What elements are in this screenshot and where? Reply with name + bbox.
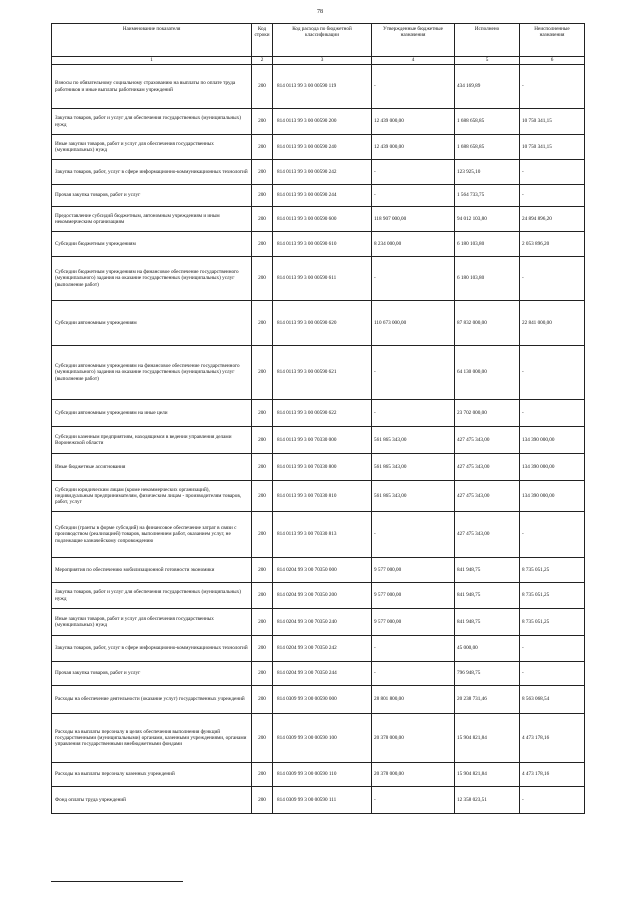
row-unexecuted-amount: - [520, 185, 585, 207]
row-unexecuted-amount: - [520, 512, 585, 558]
row-unexecuted-amount: 10 750 341,15 [520, 109, 585, 135]
row-classification-code: 814 0309 99 3 00 00590 111 [273, 787, 372, 814]
row-name: Прочая закупка товаров, работ и услуг [52, 662, 252, 686]
table-row [52, 636, 585, 662]
row-approved-amount: 561 865 343,00 [372, 454, 455, 481]
row-executed-amount: 427 475 343,00 [455, 454, 520, 481]
row-classification-code: 814 0113 99 3 00 00590 240 [273, 135, 372, 160]
header-unexecuted: Неисполненные назначения [520, 24, 585, 57]
row-classification-code: 814 0113 99 3 00 00590 200 [273, 109, 372, 135]
row-unexecuted-amount: 8 735 051,25 [520, 583, 585, 609]
row-classification-code: 814 0309 99 3 00 00590 000 [273, 686, 372, 714]
row-unexecuted-amount: 8 563 068,54 [520, 686, 585, 714]
column-number: 2 [252, 57, 273, 65]
header-executed: Исполнено [455, 24, 520, 57]
row-approved-amount: 9 577 000,00 [372, 583, 455, 609]
table-row [52, 109, 585, 135]
row-name: Иные бюджетные ассигнования [52, 454, 252, 481]
row-code: 200 [252, 207, 273, 232]
table-row [52, 232, 585, 257]
table-row [52, 400, 585, 427]
row-approved-amount: 110 673 000,00 [372, 301, 455, 346]
row-classification-code: 814 0204 99 3 00 70350 200 [273, 583, 372, 609]
page-number: 78 [317, 9, 323, 15]
row-approved-amount: 28 801 800,00 [372, 686, 455, 714]
row-classification-code: 814 0113 99 3 00 00590 611 [273, 257, 372, 301]
row-executed-amount: 45 000,00 [455, 636, 520, 662]
row-code: 200 [252, 427, 273, 454]
row-name: Предоставление субсидий бюджетным, автономным учреждениям и иным некоммерческим организациям [52, 207, 252, 232]
row-unexecuted-amount: 2 053 896,20 [520, 232, 585, 257]
budget-table [51, 23, 585, 814]
row-unexecuted-amount: 8 735 051,25 [520, 558, 585, 583]
row-approved-amount: - [372, 400, 455, 427]
row-executed-amount: 87 832 000,00 [455, 301, 520, 346]
row-classification-code: 814 0113 99 3 00 70330 800 [273, 454, 372, 481]
table-row [52, 763, 585, 787]
table-row [52, 609, 585, 636]
row-code: 200 [252, 481, 273, 512]
row-code: 200 [252, 583, 273, 609]
row-executed-amount: 123 925,10 [455, 160, 520, 185]
row-classification-code: 814 0309 99 3 00 00590 100 [273, 714, 372, 763]
row-unexecuted-amount: 10 750 341,15 [520, 135, 585, 160]
row-classification-code: 814 0204 99 3 00 70350 240 [273, 609, 372, 636]
row-approved-amount: 9 577 000,00 [372, 558, 455, 583]
table-row [52, 662, 585, 686]
row-unexecuted-amount: 4 473 178,16 [520, 763, 585, 787]
row-code: 200 [252, 714, 273, 763]
row-executed-amount: 1 688 658,85 [455, 135, 520, 160]
row-classification-code: 814 0113 99 3 00 00590 621 [273, 346, 372, 400]
row-name: Взносы по обязательному социальному страхованию на выплаты по оплате труда работников и иные выплаты работникам учреждений [52, 65, 252, 109]
row-unexecuted-amount: 134 390 000,00 [520, 481, 585, 512]
row-executed-amount: 841 948,75 [455, 609, 520, 636]
row-name: Фонд оплаты труда учреждений [52, 787, 252, 814]
row-classification-code: 814 0113 99 3 00 00590 622 [273, 400, 372, 427]
row-approved-amount: 8 234 000,00 [372, 232, 455, 257]
column-number-row [52, 57, 585, 65]
header-name: Наименование показателя [52, 24, 252, 57]
row-classification-code: 814 0113 99 3 00 00590 600 [273, 207, 372, 232]
row-code: 200 [252, 636, 273, 662]
table-row [52, 207, 585, 232]
row-name: Субсидии автономным учреждениям [52, 301, 252, 346]
row-executed-amount: 1 688 658,85 [455, 109, 520, 135]
row-unexecuted-amount: - [520, 160, 585, 185]
table-row [52, 454, 585, 481]
table-row [52, 787, 585, 814]
row-name: Расходы на выплаты персоналу в целях обеспечения выполнения функций государственными (муниципальными) органами, казенными учреждениями, органами управления государственными внебюджетными фондами [52, 714, 252, 763]
row-name: Иные закупки товаров, работ и услуг для обеспечения государственных (муниципальных) нужд [52, 135, 252, 160]
row-name: Закупка товаров, работ и услуг для обеспечения государственных (муниципальных) нужд [52, 583, 252, 609]
row-executed-amount: 427 475 343,00 [455, 481, 520, 512]
row-unexecuted-amount: - [520, 787, 585, 814]
row-executed-amount: 841 948,75 [455, 583, 520, 609]
row-approved-amount: 20 378 000,00 [372, 714, 455, 763]
footnote-rule [51, 881, 183, 882]
row-code: 200 [252, 400, 273, 427]
row-executed-amount: 23 702 000,00 [455, 400, 520, 427]
row-code: 200 [252, 662, 273, 686]
row-approved-amount: - [372, 65, 455, 109]
column-number: 5 [455, 57, 520, 65]
table-row [52, 558, 585, 583]
row-approved-amount: 12 439 000,00 [372, 135, 455, 160]
row-code: 200 [252, 609, 273, 636]
table-row [52, 583, 585, 609]
row-name: Иные закупки товаров, работ и услуг для обеспечения государственных (муниципальных) нужд [52, 609, 252, 636]
row-name: Субсидии (гранты в форме субсидий) на финансовое обеспечение затрат в связи с производством (реализацией) товаров, выполнением работ, оказанием услуг, не подлежащие казначейскому сопровождению [52, 512, 252, 558]
table-row [52, 481, 585, 512]
row-unexecuted-amount: - [520, 65, 585, 109]
table-row [52, 160, 585, 185]
row-classification-code: 814 0204 99 3 00 70350 000 [273, 558, 372, 583]
row-code: 200 [252, 185, 273, 207]
row-name: Расходы на обеспечение деятельности (оказание услуг) государственных учреждений [52, 686, 252, 714]
row-name: Субсидии автономным учреждениям на финансовое обеспечение государственного (муниципального) задания на оказание государственных (муниципальных) услуг (выполнение работ) [52, 346, 252, 400]
row-name: Мероприятия по обеспечению мобилизационной готовности экономики [52, 558, 252, 583]
row-code: 200 [252, 512, 273, 558]
table-row [52, 512, 585, 558]
row-unexecuted-amount: 134 390 000,00 [520, 427, 585, 454]
row-executed-amount: 427 475 343,00 [455, 427, 520, 454]
row-classification-code: 814 0113 99 3 00 70330 813 [273, 512, 372, 558]
row-classification-code: 814 0204 99 3 00 70350 244 [273, 662, 372, 686]
row-code: 200 [252, 135, 273, 160]
row-executed-amount: 427 475 343,00 [455, 512, 520, 558]
row-approved-amount: - [372, 787, 455, 814]
column-number: 3 [273, 57, 372, 65]
row-unexecuted-amount: 22 841 000,00 [520, 301, 585, 346]
row-unexecuted-amount: - [520, 662, 585, 686]
row-approved-amount: - [372, 662, 455, 686]
row-approved-amount: - [372, 512, 455, 558]
row-name: Субсидии бюджетным учреждениям [52, 232, 252, 257]
row-unexecuted-amount: - [520, 346, 585, 400]
row-classification-code: 814 0309 99 3 00 00590 110 [273, 763, 372, 787]
row-code: 200 [252, 301, 273, 346]
table-row [52, 427, 585, 454]
row-approved-amount: - [372, 636, 455, 662]
row-classification-code: 814 0204 99 3 00 70350 242 [273, 636, 372, 662]
row-approved-amount: 118 907 000,00 [372, 207, 455, 232]
row-executed-amount: 841 948,75 [455, 558, 520, 583]
row-executed-amount: 796 948,75 [455, 662, 520, 686]
row-code: 200 [252, 686, 273, 714]
row-unexecuted-amount: 24 894 896,20 [520, 207, 585, 232]
row-unexecuted-amount: - [520, 636, 585, 662]
table-row [52, 714, 585, 763]
row-unexecuted-amount: 4 473 178,16 [520, 714, 585, 763]
row-name: Субсидии юридическим лицам (кроме некоммерческих организаций), индивидуальным предпринимателям, физическим лицам - производителям товаров, работ, услуг [52, 481, 252, 512]
row-name: Закупка товаров, работ, услуг в сфере информационно-коммуникационных технологий [52, 160, 252, 185]
header-classification: Код расхода по бюджетной классификации [273, 24, 372, 57]
row-approved-amount: 561 865 343,00 [372, 427, 455, 454]
row-classification-code: 814 0113 99 3 00 00590 620 [273, 301, 372, 346]
row-name: Закупка товаров, работ, услуг в сфере информационно-коммуникационных технологий [52, 636, 252, 662]
row-approved-amount: - [372, 185, 455, 207]
row-approved-amount: 9 577 000,00 [372, 609, 455, 636]
row-executed-amount: 94 012 103,80 [455, 207, 520, 232]
row-approved-amount: - [372, 257, 455, 301]
row-executed-amount: 1 564 733,75 [455, 185, 520, 207]
table-row [52, 135, 585, 160]
row-code: 200 [252, 232, 273, 257]
row-name: Субсидии автономным учреждениям на иные цели [52, 400, 252, 427]
row-code: 200 [252, 346, 273, 400]
row-executed-amount: 15 904 821,84 [455, 714, 520, 763]
row-approved-amount: 561 865 343,00 [372, 481, 455, 512]
column-number: 6 [520, 57, 585, 65]
row-code: 200 [252, 454, 273, 481]
row-executed-amount: 20 238 731,46 [455, 686, 520, 714]
row-code: 200 [252, 763, 273, 787]
row-approved-amount: 12 439 000,00 [372, 109, 455, 135]
row-code: 200 [252, 160, 273, 185]
column-number: 1 [52, 57, 252, 65]
row-classification-code: 814 0113 99 3 00 70330 000 [273, 427, 372, 454]
row-code: 200 [252, 558, 273, 583]
row-code: 200 [252, 109, 273, 135]
row-unexecuted-amount: - [520, 400, 585, 427]
row-classification-code: 814 0113 99 3 00 00590 242 [273, 160, 372, 185]
row-approved-amount: 20 378 000,00 [372, 763, 455, 787]
row-approved-amount: - [372, 160, 455, 185]
table-row [52, 686, 585, 714]
row-executed-amount: 434 169,89 [455, 65, 520, 109]
row-code: 200 [252, 65, 273, 109]
table-row [52, 257, 585, 301]
row-executed-amount: 12 358 023,51 [455, 787, 520, 814]
row-code: 200 [252, 787, 273, 814]
row-unexecuted-amount: - [520, 257, 585, 301]
row-name: Прочая закупка товаров, работ и услуг [52, 185, 252, 207]
column-number: 4 [372, 57, 455, 65]
row-classification-code: 814 0113 99 3 00 00590 119 [273, 65, 372, 109]
header-code: Код строки [252, 24, 273, 57]
row-classification-code: 814 0113 99 3 00 00590 610 [273, 232, 372, 257]
row-executed-amount: 15 904 821,84 [455, 763, 520, 787]
row-name: Субсидии бюджетным учреждениям на финансовое обеспечение государственного (муниципального) задания на оказание государственных (муниципальных) услуг (выполнение работ) [52, 257, 252, 301]
row-unexecuted-amount: 8 735 051,25 [520, 609, 585, 636]
row-name: Субсидии казенным предприятиям, находящимся в ведении управления делами Воронежской области [52, 427, 252, 454]
row-unexecuted-amount: 134 390 000,00 [520, 454, 585, 481]
row-classification-code: 814 0113 99 3 00 70330 810 [273, 481, 372, 512]
row-name: Закупка товаров, работ и услуг для обеспечения государственных (муниципальных) нужд [52, 109, 252, 135]
table-header-row [52, 24, 585, 57]
table-row [52, 301, 585, 346]
table-row [52, 65, 585, 109]
header-approved: Утвержденные бюджетные назначения [372, 24, 455, 57]
row-approved-amount: - [372, 346, 455, 400]
row-executed-amount: 6 180 103,80 [455, 232, 520, 257]
row-executed-amount: 6 180 103,80 [455, 257, 520, 301]
table-row [52, 346, 585, 400]
table-row [52, 185, 585, 207]
row-name: Расходы на выплаты персоналу казенных учреждений [52, 763, 252, 787]
row-executed-amount: 64 130 000,00 [455, 346, 520, 400]
row-code: 200 [252, 257, 273, 301]
row-classification-code: 814 0113 99 3 00 00590 244 [273, 185, 372, 207]
